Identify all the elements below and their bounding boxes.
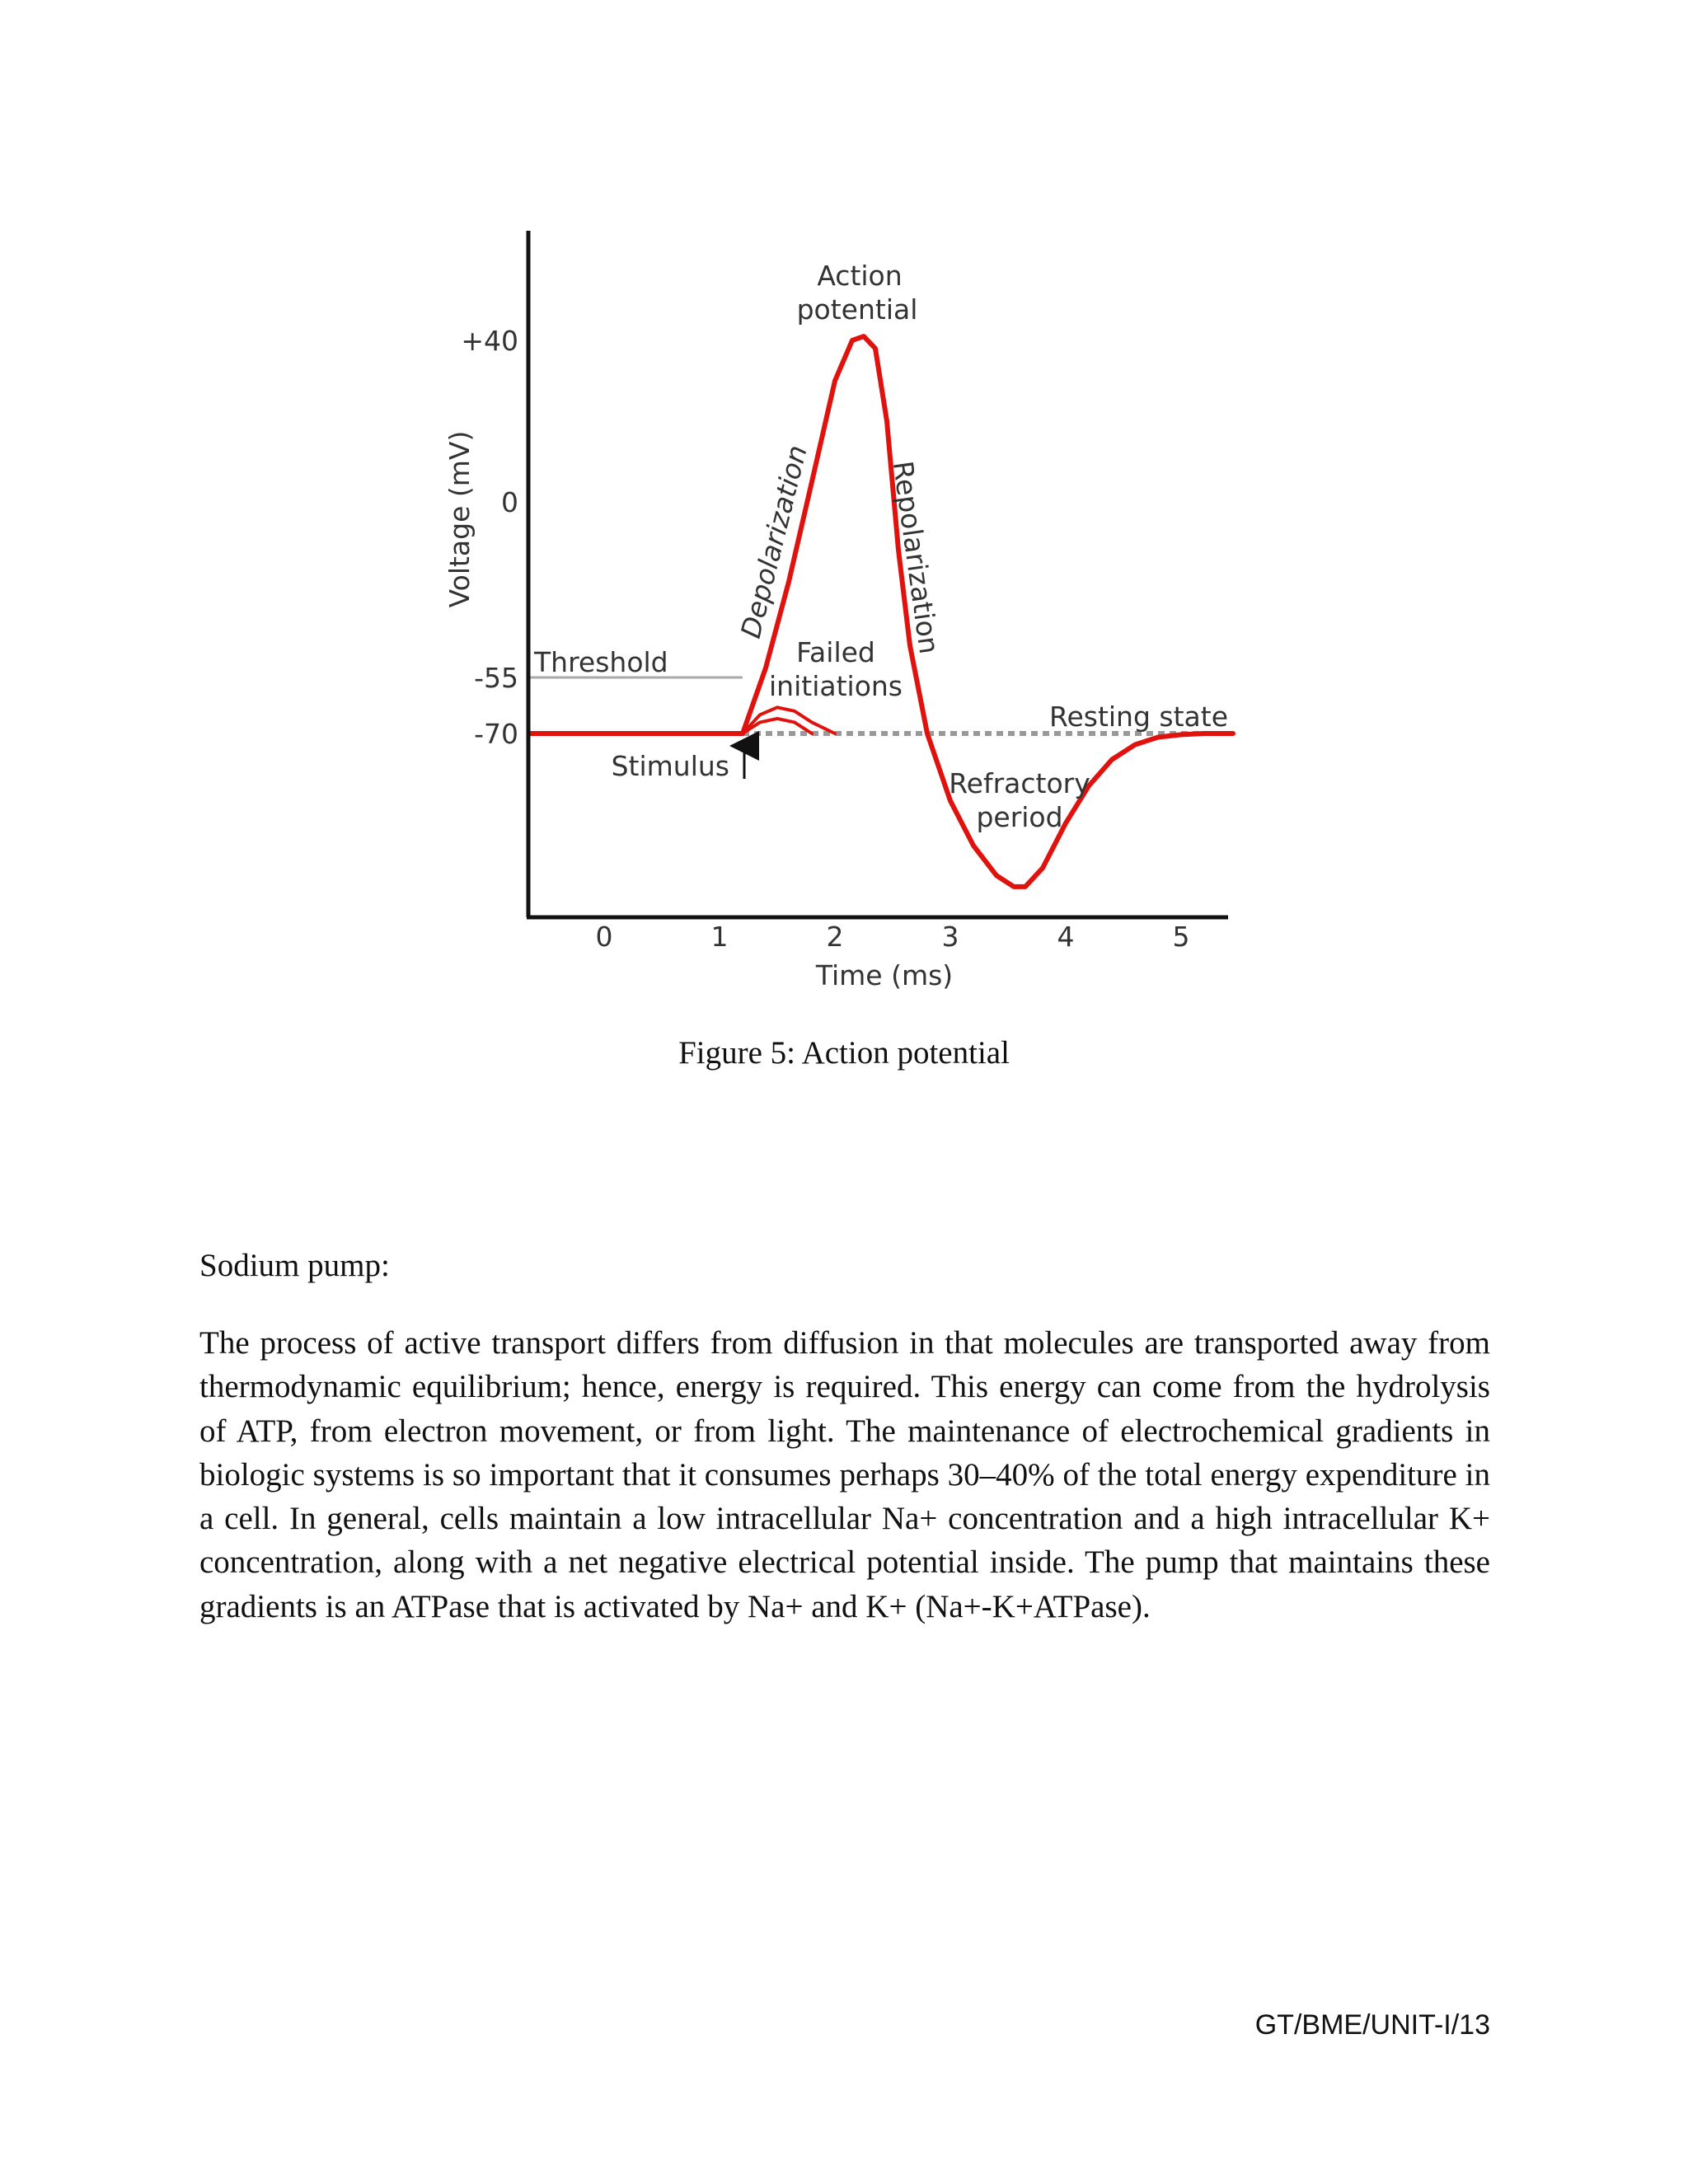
action-potential-label-line2: potential: [796, 293, 918, 326]
x-tick-label: 1: [710, 921, 729, 953]
action-potential-chart: [0, 0, 1688, 1038]
action-potential-label-line1: Action: [817, 260, 903, 292]
y-tick-label: +40: [461, 325, 518, 357]
x-tick-label: 0: [595, 921, 613, 953]
repolarization-label: Repolarization: [886, 458, 946, 656]
figure-caption: Figure 5: Action potential: [678, 1035, 1010, 1071]
failed-initiations-label-line2: initiations: [769, 670, 903, 702]
refractory-period-label-line2: period: [976, 801, 1063, 833]
action-potential-figure: [0, 0, 1688, 1038]
x-tick-label: 4: [1057, 921, 1075, 953]
failed-initiations-label-line1: Failed: [796, 636, 875, 668]
refractory-period-label-line1: Refractory: [949, 767, 1090, 799]
threshold-label: Threshold: [534, 646, 668, 678]
y-tick-label: 0: [501, 486, 518, 518]
y-axis-label: Voltage (mV): [443, 430, 476, 608]
x-tick-label: 2: [826, 921, 844, 953]
stimulus-label: Stimulus: [611, 750, 729, 782]
x-tick-label: 3: [941, 921, 959, 953]
depolarization-label: Depolarization: [734, 442, 814, 642]
x-tick-label: 5: [1172, 921, 1190, 953]
page-footer: GT/BME/UNIT-I/13: [1254, 2009, 1490, 2041]
series-line-0: [529, 336, 1233, 887]
body-paragraph: The process of active transport differs from diffusion in that molecules are transported away from thermodynamic equilibrium; hence, energy is required. This energy can come from the hydrolysis of ATP, from electron movement, or from light. The maintenance of electrochemical gradients in biologic systems is so important that it consumes perhaps 30–40% of the total energy expenditure in a cell. In general, cells maintain a low intracellular Na+ concentration and a high intracellular K+ concentration, along with a net negative electrical potential inside. The pump that maintains these gradients is an ATPase that is activated by Na+ and K+ (Na+-K+ATPase).: [199, 1325, 1490, 1624]
y-tick-label: -55: [474, 662, 518, 694]
x-axis-label: Time (ms): [815, 959, 954, 991]
resting-state-label: Resting state: [1049, 701, 1228, 733]
section-heading: Sodium pump:: [199, 1248, 390, 1283]
y-tick-label: -70: [474, 718, 518, 750]
